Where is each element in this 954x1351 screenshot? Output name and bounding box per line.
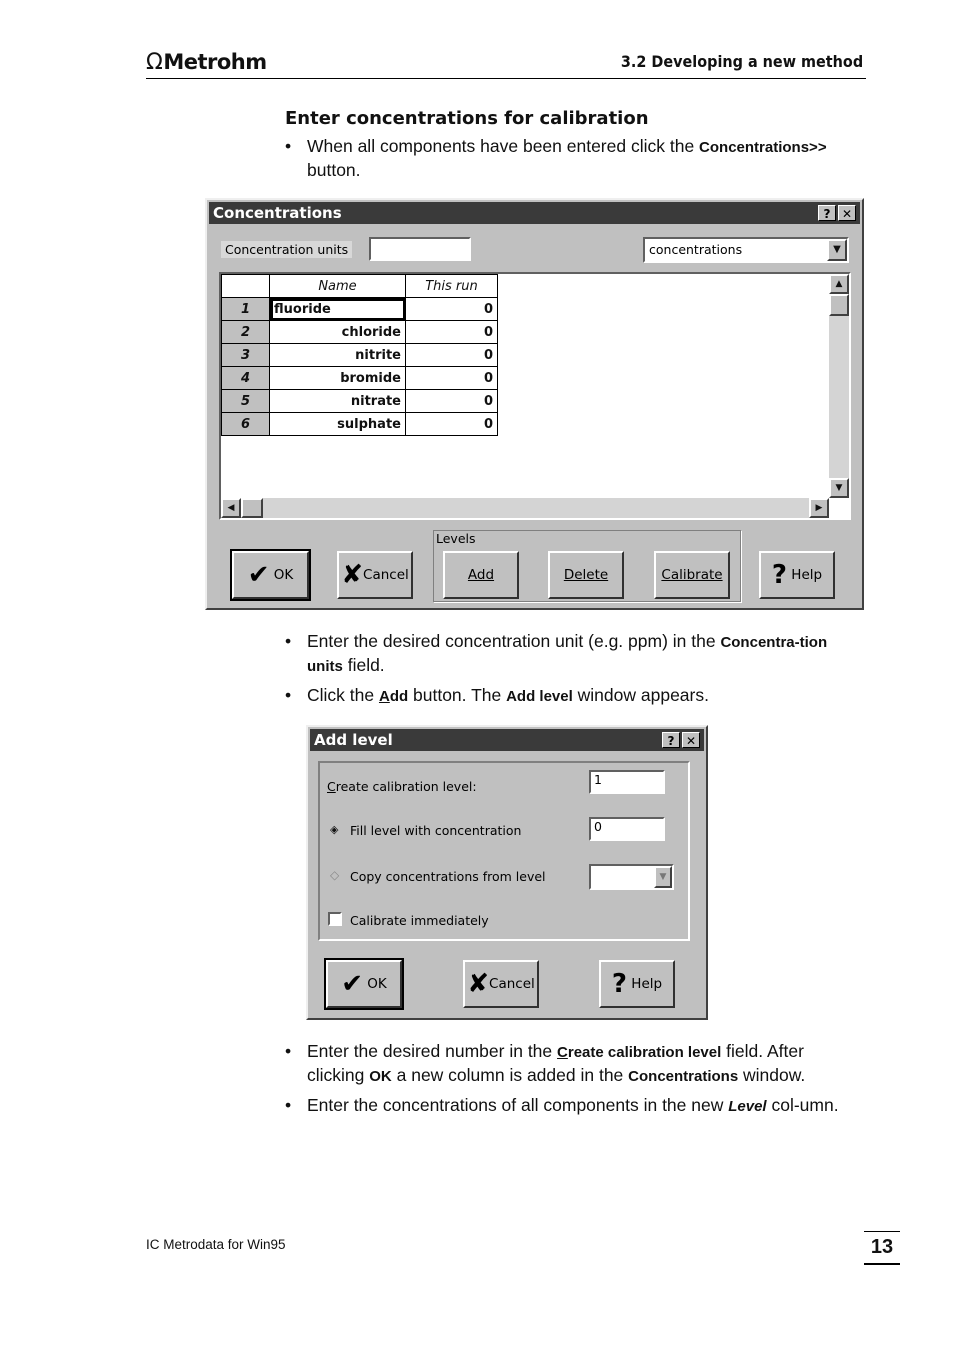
cancel-label: Cancel <box>489 976 535 992</box>
cancel-button[interactable] <box>463 960 539 1008</box>
table-row <box>222 413 498 436</box>
help-label: Help <box>631 976 663 992</box>
header-rule <box>146 78 866 79</box>
name-cell[interactable]: chloride <box>270 321 406 344</box>
calibrate-button[interactable]: Calibrate <box>654 551 730 599</box>
bullet-5: • Enter the concentrations of all components in the new Level col-umn. <box>285 1095 839 1115</box>
text: window. <box>738 1065 806 1085</box>
text: When all components have been entered click the <box>307 136 700 156</box>
view-select[interactable] <box>643 237 849 263</box>
text: button. The <box>408 685 507 705</box>
table-row <box>222 367 498 390</box>
vertical-scrollbar[interactable] <box>829 274 849 498</box>
help-label: Help <box>791 567 823 583</box>
title-bar <box>209 202 860 224</box>
view-select-value: concentrations <box>649 242 743 257</box>
table-row <box>222 298 498 321</box>
check-icon: ✔ <box>247 560 270 590</box>
row-index[interactable]: 6 <box>222 413 270 436</box>
create-level-input[interactable]: 1 <box>589 770 665 794</box>
calibrate-label: Calibrate immediately <box>350 913 489 928</box>
create-level-text: reate calibration level: <box>335 779 477 794</box>
name-cell[interactable]: nitrate <box>270 390 406 413</box>
fill-level-label: Fill level with concentration <box>350 823 522 838</box>
ok-label: OK <box>367 976 387 992</box>
close-icon[interactable]: ✕ <box>838 205 856 221</box>
ok-label: OK <box>273 567 294 583</box>
create-level-label: Create calibration level: <box>327 779 477 794</box>
text: Enter the concentrations of all components in the new <box>307 1095 729 1115</box>
scroll-down-icon[interactable]: ▼ <box>829 478 849 498</box>
mnemonic: C <box>557 1044 568 1061</box>
bullet-4: • Enter the desired number in the Create calibration level field. After clicking OK a new column is added in the Concentrations window. <box>285 1041 806 1085</box>
window-title: Add level <box>314 731 393 749</box>
grid-header-row <box>222 275 498 298</box>
scroll-up-icon[interactable]: ▲ <box>829 274 849 294</box>
text: Click the <box>307 685 379 705</box>
value-cell[interactable]: 0 <box>406 321 498 344</box>
fill-level-input[interactable]: 0 <box>589 817 665 841</box>
row-index[interactable]: 1 <box>222 298 270 321</box>
section-title: 3.2 Developing a new method <box>620 52 863 71</box>
footer-product: IC Metrodata for Win95 <box>146 1237 286 1252</box>
scroll-right-icon[interactable]: ▶ <box>809 498 829 518</box>
subheading: Enter concentrations for calibration <box>285 108 649 129</box>
name-cell[interactable]: fluoride <box>270 298 406 321</box>
table-row <box>222 344 498 367</box>
add-level-window <box>306 725 708 1020</box>
cancel-button[interactable] <box>337 551 413 599</box>
table-row <box>222 390 498 413</box>
ui-term-rest: dd <box>389 688 409 705</box>
ui-term <box>557 1044 721 1061</box>
check-icon: ✔ <box>341 969 363 999</box>
row-index[interactable]: 3 <box>222 344 270 367</box>
value-cell[interactable]: 0 <box>406 298 498 321</box>
delete-button[interactable]: Delete <box>548 551 624 599</box>
bullet-1: • When all components have been entered click the Concentrations>> button. <box>285 136 827 180</box>
text: Enter the desired concentration unit (e.g. ppm) in the <box>307 631 721 651</box>
ui-term: Concentra-tion units <box>307 634 828 675</box>
value-cell[interactable]: 0 <box>406 390 498 413</box>
horizontal-scrollbar[interactable] <box>221 498 829 518</box>
brand-name: Metrohm <box>163 50 267 74</box>
copy-level-select[interactable] <box>589 864 674 890</box>
concentration-grid <box>219 272 851 520</box>
concentrations-window <box>205 198 864 610</box>
metrohm-logo <box>146 50 267 75</box>
name-cell[interactable]: nitrite <box>270 344 406 367</box>
x-icon: ✘ <box>467 969 490 999</box>
close-icon[interactable]: ✕ <box>682 732 700 748</box>
help-button[interactable] <box>599 960 675 1008</box>
calibrate-checkbox[interactable] <box>328 912 342 926</box>
text: field. <box>342 655 385 675</box>
text: button. <box>307 160 361 180</box>
bullet-2: • Enter the desired concentration unit (e.g. ppm) in the Concentra-tion units field. <box>285 631 828 675</box>
chevron-down-icon[interactable]: ▼ <box>654 866 672 888</box>
help-icon[interactable]: ? <box>662 732 680 748</box>
copy-level-radio[interactable]: ◇ <box>330 868 340 882</box>
row-index[interactable]: 4 <box>222 367 270 390</box>
help-icon[interactable]: ? <box>818 205 836 221</box>
copy-level-label: Copy concentrations from level <box>350 869 546 884</box>
text: col-umn. <box>766 1095 839 1115</box>
text: field. After clicking <box>307 1041 804 1085</box>
ui-term <box>379 688 408 705</box>
page-number: 13 <box>864 1231 900 1265</box>
ui-term: Concentrations <box>628 1068 739 1085</box>
levels-label: Levels <box>436 531 476 546</box>
mnemonic: A <box>378 688 390 705</box>
value-cell[interactable]: 0 <box>406 344 498 367</box>
ui-term: OK <box>369 1068 392 1085</box>
ok-button[interactable] <box>232 551 309 599</box>
help-button[interactable] <box>759 551 835 599</box>
name-cell[interactable]: sulphate <box>270 413 406 436</box>
ui-term-rest: reate calibration level <box>567 1044 722 1061</box>
column-header-this-run[interactable]: This run <box>406 275 498 298</box>
row-index[interactable]: 2 <box>222 321 270 344</box>
ui-term: Concentrations>> <box>699 139 827 156</box>
units-label: Concentration units <box>221 241 352 258</box>
question-icon: ? <box>771 560 787 590</box>
name-cell[interactable]: bromide <box>270 367 406 390</box>
cancel-label: Cancel <box>363 567 409 583</box>
column-header-name[interactable]: Name <box>270 275 406 298</box>
units-input[interactable] <box>369 237 471 261</box>
ui-term: Add level <box>506 688 573 705</box>
ok-button[interactable] <box>326 960 402 1008</box>
ui-term: Level <box>728 1098 767 1115</box>
x-icon: ✘ <box>341 560 364 590</box>
window-title: Concentrations <box>213 204 342 222</box>
table-row <box>222 321 498 344</box>
value-cell[interactable]: 0 <box>406 413 498 436</box>
question-icon: ? <box>611 969 627 999</box>
corner-cell <box>222 275 270 298</box>
scroll-thumb[interactable] <box>829 294 849 316</box>
add-button[interactable]: Add <box>443 551 519 599</box>
value-cell[interactable]: 0 <box>406 367 498 390</box>
scroll-left-icon[interactable]: ◀ <box>221 498 241 518</box>
text: Enter the desired number in the <box>307 1041 558 1061</box>
chevron-down-icon[interactable]: ▼ <box>827 239 847 261</box>
omega-icon: Ω <box>146 50 163 75</box>
row-index[interactable]: 5 <box>222 390 270 413</box>
text: a new column is added in the <box>391 1065 629 1085</box>
fill-level-radio[interactable]: ◈ <box>330 823 339 836</box>
hscroll-thumb[interactable] <box>241 498 263 518</box>
title-bar <box>310 729 704 751</box>
text: window appears. <box>572 685 709 705</box>
bullet-3: • Click the Add button. The Add level window appears. <box>285 685 709 705</box>
